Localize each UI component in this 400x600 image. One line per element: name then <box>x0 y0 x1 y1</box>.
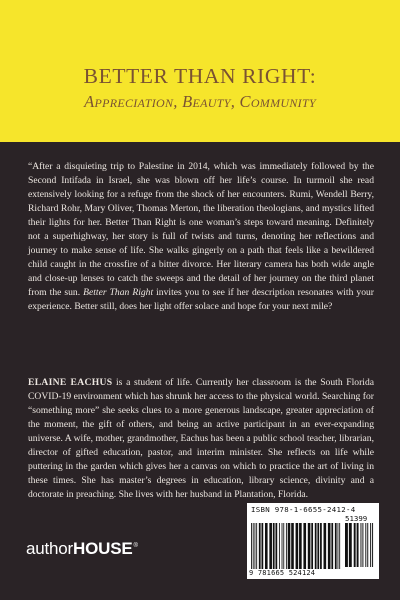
barcode-bar <box>338 523 339 569</box>
isbn-label: ISBN 978-1-6655-2412-4 <box>251 505 356 514</box>
barcode-bar <box>324 523 327 569</box>
barcode-bar <box>303 523 306 569</box>
barcode-bar <box>367 523 368 567</box>
barcode-bar <box>261 523 263 569</box>
barcode-bar <box>311 523 313 569</box>
barcode-bar <box>362 523 363 567</box>
barcode-bar <box>255 523 256 569</box>
back-cover-blurb <box>28 160 374 314</box>
barcode-bar <box>288 523 291 569</box>
logo-part-author: author <box>26 539 74 558</box>
blurb-text-part2: invites you to see if her description resonates with your experience. Better still, does her light offer solace and hope for your next mile? <box>28 287 374 312</box>
barcode-bar <box>317 523 319 569</box>
barcode-bar <box>320 523 322 569</box>
barcode-bar <box>299 523 302 569</box>
barcode-bar <box>308 523 311 569</box>
barcode-bar <box>286 523 287 569</box>
barcode-bar <box>251 523 252 569</box>
barcode-bar <box>365 523 366 567</box>
barcode-bar <box>357 523 359 567</box>
barcode-bar <box>265 523 268 569</box>
logo-part-house: HOUSE <box>73 539 133 558</box>
barcode-bar <box>345 523 348 567</box>
ean-barcode-bars <box>251 523 341 569</box>
blurb-italic-title: Better Than Right <box>83 287 154 298</box>
barcode-bar <box>349 523 352 567</box>
book-title: BETTER THAN RIGHT: <box>83 64 317 88</box>
barcode-bar <box>259 523 261 569</box>
title-banner <box>0 0 400 142</box>
barcode-bar <box>296 523 299 569</box>
barcode-bar <box>253 523 254 569</box>
author-bio-text: is a student of life. Currently her classroom is the South Florida COVID-19 environment which has shrunk her access to the physical world. Searching for “something more” she seeks clues to a more generous landscape, greater appreciation of the moment, the gift of others, and being an active participant in an ever-expanding universe. A wife, mother, grandmother, Eachus has been a public school teacher, librarian, director of gifted education, pastor, and interim minister. She reflects on life while puttering in the garden which gives her a canvas on which to practice the art of living in these times. She has master’s degrees in education, library science, divinity and a doctorate in preaching. She lives with her husband in Plantation, Florida. <box>28 377 374 500</box>
barcode-bar <box>331 523 333 569</box>
barcode-bar <box>283 523 284 569</box>
barcode-bar <box>315 523 317 569</box>
barcode-bar <box>335 523 337 569</box>
barcode-bar <box>291 523 294 569</box>
barcode-bar <box>370 523 371 567</box>
barcode-bar <box>273 523 275 569</box>
barcode-bar <box>372 523 373 567</box>
ean-number: 9 781665 524124 <box>249 569 316 577</box>
barcode-bar <box>256 523 257 569</box>
registered-mark: ® <box>133 543 138 550</box>
author-name: ELAINE EACHUS <box>28 377 113 388</box>
barcode-bar <box>279 523 280 569</box>
barcode-bar <box>354 523 356 567</box>
barcode-bar <box>339 523 340 569</box>
barcode-bar <box>275 523 277 569</box>
barcode-bar <box>269 523 272 569</box>
price-code-label: 51399 <box>345 514 368 523</box>
book-subtitle: Appreciation, Beauty, Community <box>84 92 316 111</box>
barcode-bar <box>360 523 361 567</box>
blurb-text-part1: “After a disquieting trip to Palestine in 2014, which was immediately followed by the Second Intifada in Israel, she was blown off her life’s course. In turmoil she read extensively looking for a refuge from the shock of her encounters. Rumi, Wendell Berry, Richard Rohr, Mary Oliver, Thomas Merton, the liberation theologians, and mystics lifted their lights for her. Better Than Right is one woman’s steps toward meaning. Definitely not a superhighway, her story is full of twists and turns, denoting her reflections and journey to make sense of life. She walks gingerly on a path that feels like a bewildered child caught in the crossfire of a bitter divorce. Her literary camera has both wide angle and close-up lenses to catch the sweeps and the detail of her journey on the third planet from the sun. <box>28 161 374 298</box>
barcode-bar <box>282 523 283 569</box>
isbn-barcode <box>247 503 379 579</box>
author-bio <box>28 376 374 502</box>
publisher-logo <box>26 539 138 559</box>
addon-barcode-bars <box>345 523 375 567</box>
barcode-bar <box>328 523 331 569</box>
